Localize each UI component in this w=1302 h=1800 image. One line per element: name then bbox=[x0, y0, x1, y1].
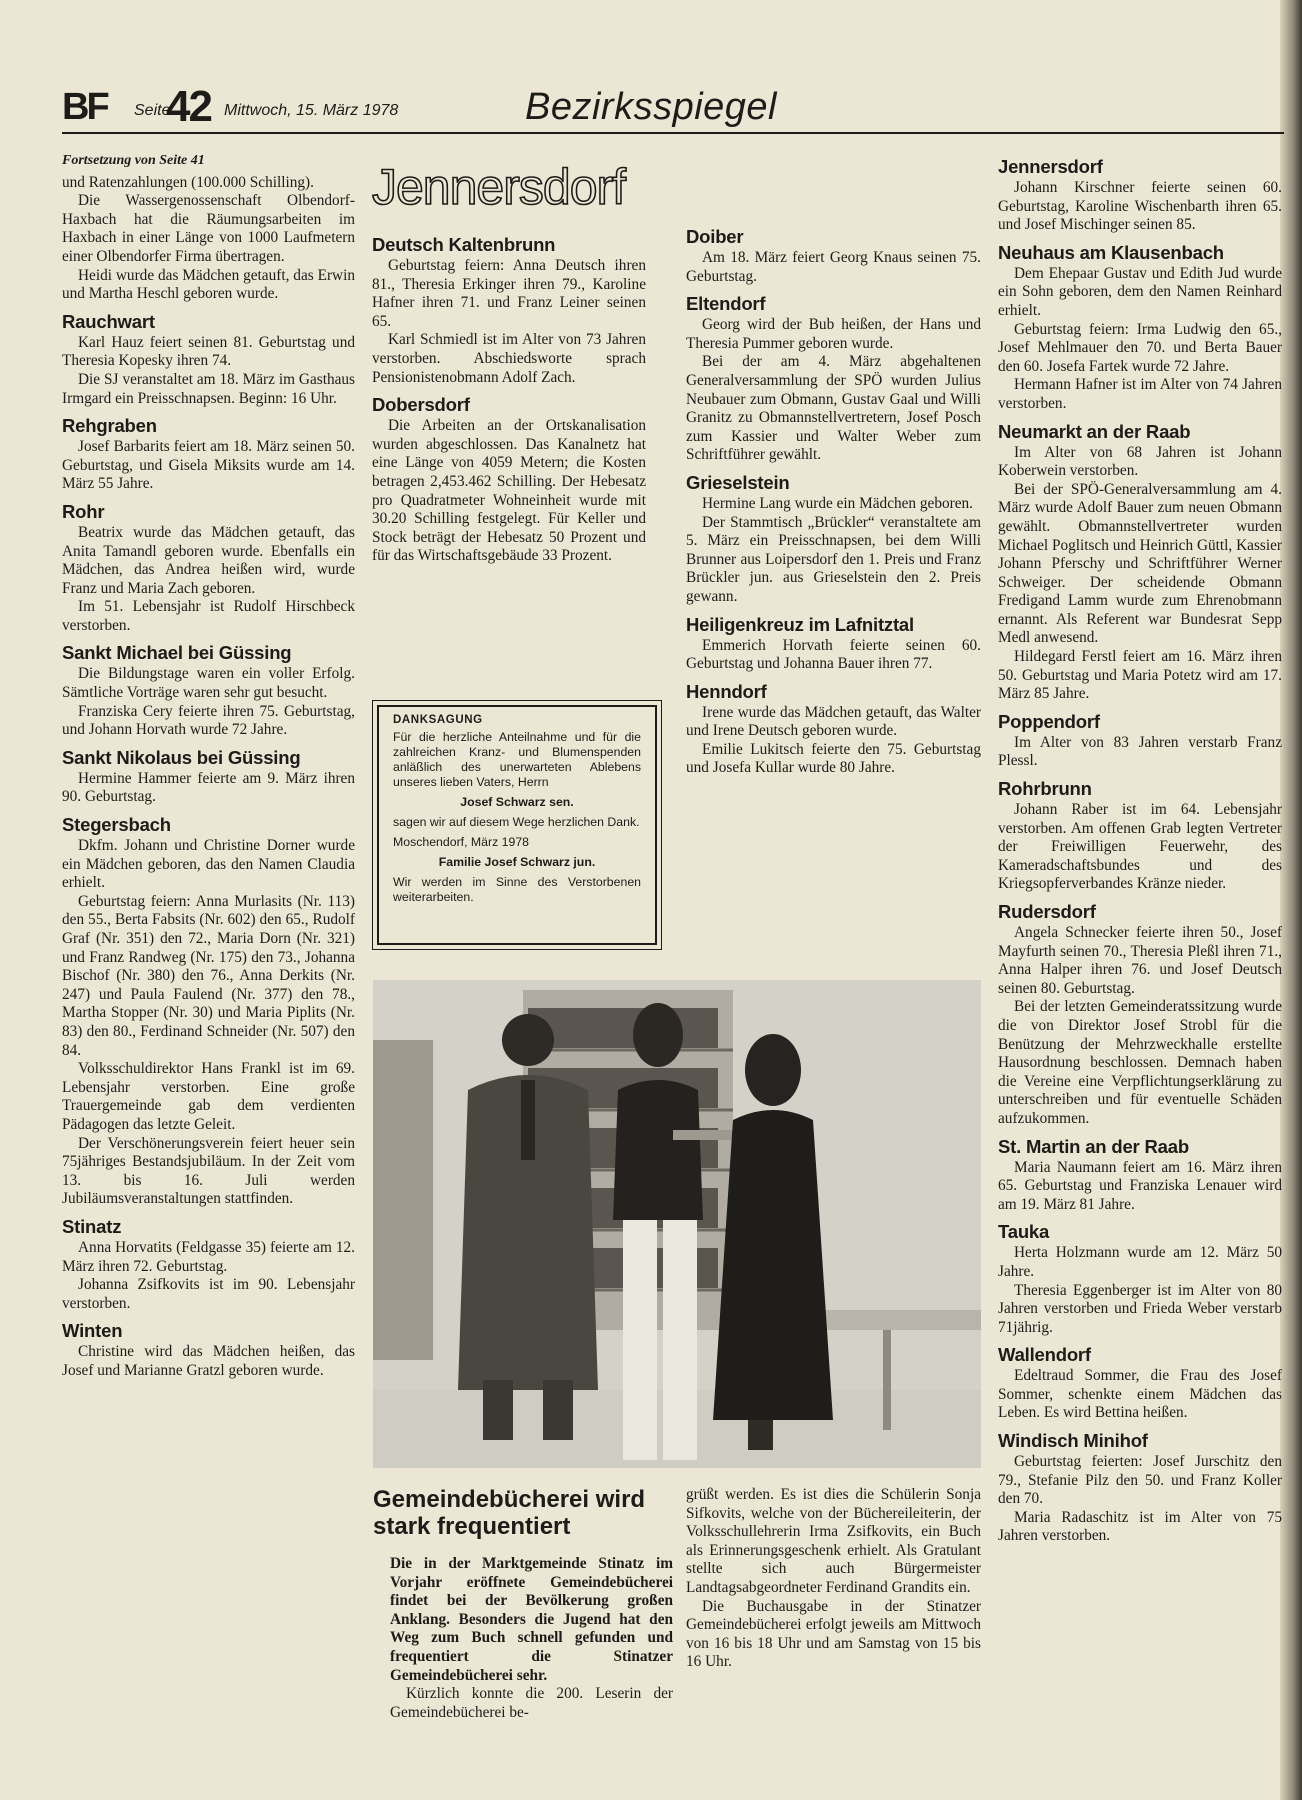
paragraph: Emilie Lukitsch feierte den 75. Geburtstag und Josefa Kullar wurde 80 Jahre. bbox=[686, 740, 981, 777]
heading-neumarkt: Neumarkt an der Raab bbox=[998, 420, 1191, 442]
paragraph: Karl Hauz feiert seinen 81. Geburtstag und Theresia Kopesky ihren 74. bbox=[62, 333, 355, 370]
paragraph: Maria Naumann feiert am 16. März ihren 65. Geburtstag und Franziska Lenauer wird am 19. März 81 Jahre. bbox=[998, 1158, 1282, 1213]
scan-edge bbox=[1280, 0, 1302, 1800]
heading-winten: Winten bbox=[62, 1320, 123, 1342]
heading-stinatz: Stinatz bbox=[62, 1215, 122, 1237]
heading-dobersdorf: Dobersdorf bbox=[372, 394, 470, 416]
paragraph: Hermine Lang wurde ein Mädchen geboren. bbox=[702, 494, 973, 512]
column-1 bbox=[62, 152, 355, 1380]
danksagung-text: Für die herzliche Anteilnahme und für die zahlreichen Kranz- und Blumenspenden anläßlich des unerwarteten Ablebens unseres lieben Vaters, Herrn bbox=[393, 730, 641, 789]
issue-date: Mittwoch, 15. März 1978 bbox=[224, 102, 399, 119]
paragraph: Dkfm. Johann und Christine Dorner wurde ein Mädchen geboren, das den Namen Claudia erhielt. bbox=[62, 837, 355, 892]
jennersdorf-district-title: Jennersdorf bbox=[372, 159, 626, 215]
paragraph: Im Alter von 83 Jahren verstarb Franz Plessl. bbox=[998, 733, 1282, 770]
paragraph: Die Buchausgabe in der Stinatzer Gemeindebücherei erfolgt jeweils am Mittwoch von 16 bis 18 Uhr und am Samstag von 15 bis 16 Uhr. bbox=[686, 1597, 981, 1671]
heading-rohr: Rohr bbox=[62, 500, 105, 522]
heading-jennersdorf: Jennersdorf bbox=[998, 156, 1103, 177]
danksagung-box bbox=[372, 700, 662, 950]
heading-doiber: Doiber bbox=[686, 226, 744, 247]
paragraph: Hermann Hafner ist im Alter von 74 Jahren verstorben. bbox=[998, 376, 1282, 412]
paragraph: Edeltraud Sommer, die Frau des Josef Sommer, schenkte einem Mädchen das Leben. Es wird Bettina heißen. bbox=[998, 1367, 1282, 1422]
paragraph: Geburtstag feiern: Anna Deutsch ihren 81., Theresia Erkinger ihren 79., Karoline Hafner ihren 71. und Franz Leiner seinen 65. bbox=[372, 257, 646, 330]
paragraph: Volksschuldirektor Hans Frankl ist im 69. Lebensjahr verstorben. Eine große Trauergemeinde gab dem verdienten Pädagogen das letzte Geleit. bbox=[62, 1060, 355, 1133]
paragraph: Johann Kirschner feierte seinen 60. Geburtstag, Karoline Wischenbarth ihren 65. und Josef Mischinger seinen 85. bbox=[998, 179, 1282, 234]
danksagung-title: DANKSAGUNG bbox=[393, 714, 483, 726]
paragraph: Angela Schnecker feierte ihren 50., Josef Mayfurth seinen 70., Theresia Pleßl ihren 71., Anna Halper ihren 76. und Josef Deutsch seinen 80. Geburtstag. bbox=[998, 924, 1282, 997]
paragraph: grüßt werden. Es ist dies die Schülerin Sonja Sifkovits, welche von der Büchereileiterin, der Volksschullehrerin Irma Zsifkovits, ein Buch als Erinnerungsgeschenk erhielt. Als Gratulant stellte sich auch Bürgermeister Landtagsabgeordneter Ferdinand Grandits ein. bbox=[686, 1486, 981, 1596]
paragraph: Irene wurde das Mädchen getauft, das Walter und Irene Deutsch geboren wurde. bbox=[686, 703, 981, 740]
section-title: Bezirksspiegel bbox=[525, 86, 777, 128]
danksagung-text: sagen wir auf diesem Wege herzlichen Dank. bbox=[393, 815, 640, 829]
paragraph: Im 51. Lebensjahr ist Rudolf Hirschbeck verstorben. bbox=[62, 598, 355, 634]
paragraph: Heidi wurde das Mädchen getauft, das Erwin und Martha Heschl geboren wurde. bbox=[62, 266, 355, 303]
paragraph: Josef Barbarits feiert am 18. März seinen 50. Geburtstag, und Gisela Miksits wurde am 14. März 55 Jahre. bbox=[62, 438, 355, 493]
paragraph: Johanna Zsifkovits ist im 90. Lebensjahr verstorben. bbox=[62, 1276, 355, 1312]
page-header bbox=[62, 82, 1284, 132]
paragraph: Johann Raber ist im 64. Lebensjahr verstorben. Am offenen Grab legten Vertreter der Freiwilligen Feuerwehr, des Kameradschaftsbundes und des Kriegsopferverbandes Kränze nieder. bbox=[998, 801, 1282, 893]
paragraph: Maria Radaschitz ist im Alter von 75 Jahren verstorben. bbox=[998, 1508, 1282, 1545]
danksagung-name: Josef Schwarz sen. bbox=[460, 795, 574, 809]
header-rule bbox=[62, 132, 1284, 134]
heading-wallendorf: Wallendorf bbox=[998, 1344, 1091, 1366]
article-lead: Die in der Marktgemeinde Stinatz im Vorjahr eröffnete Gemeindebücherei findet bei der Bevölkerung großen Anklang. Besonders die Jugend hat den Weg zum Buch schnell gefunden und frequentiert die Stinatzer Gemeindebücherei sehr. bbox=[390, 1555, 673, 1684]
paragraph: Bei der letzten Gemeinderatssitzung wurde die von Direktor Josef Strobl für die Benützung der Mehrzweckhalle erstellte Hausordnung beschlossen. Demnach haben die Vereine eine Verpflichtungserklärung zu unterschreiben und für eventuelle Schäden aufzukommen. bbox=[998, 998, 1282, 1127]
page-number: 42 bbox=[166, 82, 211, 131]
heading-rohrbrunn: Rohrbrunn bbox=[998, 778, 1092, 800]
paragraph: Die Bildungstage waren ein voller Erfolg. Sämtliche Vorträge waren sehr gut besucht. bbox=[62, 665, 355, 702]
paragraph: Bei der am 4. März abgehaltenen Generalversammlung der SPÖ wurden Julius Neubauer zum Obmann, Gustav Gaal und Willi Granitz zu Obmannstellvertretern, Josef Posch zum Kassier und Walter Weber zum Schriftführer gewählt. bbox=[686, 353, 981, 464]
seite-label: Seite bbox=[134, 102, 171, 119]
heading-deutsch-kaltenbrunn: Deutsch Kaltenbrunn bbox=[372, 234, 556, 255]
paragraph: Herta Holzmann wurde am 12. März 50 Jahre. bbox=[998, 1244, 1282, 1280]
heading-heiligenkreuz: Heiligenkreuz im Lafnitztal bbox=[686, 613, 914, 635]
paragraph: Christine wird das Mädchen heißen, das Josef und Marianne Gratzl geboren wurde. bbox=[62, 1343, 355, 1379]
heading-windisch-minihof: Windisch Minihof bbox=[998, 1430, 1148, 1452]
article-headline: Gemeindebücherei wird stark frequentiert bbox=[373, 1486, 646, 1540]
paragraph: Am 18. März feiert Georg Knaus seinen 75. Geburtstag. bbox=[686, 249, 981, 285]
heading-st-martin: St. Martin an der Raab bbox=[998, 1135, 1189, 1157]
paragraph: und Ratenzahlungen (100.000 Schilling). bbox=[62, 173, 314, 191]
paragraph: Im Alter von 68 Jahren ist Johann Koberwein verstorben. bbox=[998, 443, 1282, 480]
article-body-right bbox=[686, 1486, 981, 1672]
paragraph: Karl Schmiedl ist im Alter von 73 Jahren verstorben. Abschiedsworte sprach Pensionistenobmann Adolf Zach. bbox=[372, 331, 646, 386]
heading-stegersbach: Stegersbach bbox=[62, 814, 171, 836]
heading-henndorf: Henndorf bbox=[686, 680, 767, 702]
paragraph: Georg wird der Bub heißen, der Hans und Theresia Pummer geboren wurde. bbox=[686, 316, 981, 352]
paragraph: Hildegard Ferstl feiert am 16. März ihren 50. Geburtstag und Maria Potetz wird am 17. März 85 Jahre. bbox=[998, 648, 1282, 703]
paragraph: Theresia Eggenberger ist im Alter von 80 Jahren verstorben und Frieda Weber verstarb 71jährig. bbox=[998, 1281, 1282, 1336]
heading-eltendorf: Eltendorf bbox=[686, 293, 766, 315]
paragraph: Die SJ veranstaltet am 18. März im Gasthaus Irmgard ein Preisschnapsen. Beginn: 16 Uhr. bbox=[62, 370, 355, 407]
paragraph: Bei der SPÖ-Generalversammlung am 4. März wurde Adolf Bauer zum neuen Obmann gewählt. Obmannstellvertreter wurden Michael Poglitsch und Heinrich Güttl, Kassier Johann Pferschy und Schriftführer Werner Schweiger. Der scheidende Obmann Fredigand Lamm wurde zum Ehrenobmann ernannt. Als Referent war Bundesrat Sepp Medl anwesend. bbox=[998, 480, 1282, 647]
continuation-note: Fortsetzung von Seite 41 bbox=[62, 153, 205, 168]
library-photo bbox=[373, 980, 981, 1468]
heading-sankt-nikolaus: Sankt Nikolaus bei Güssing bbox=[62, 746, 301, 768]
paragraph: Der Stammtisch „Brückler“ veranstaltete am 5. März ein Preisschnapsen, bei dem Willi Brunner aus Loipersdorf den 1. Preis und Franz Brückler jun. aus Grieselstein den 2. Preis gewann. bbox=[686, 513, 981, 605]
newspaper-logo: BF bbox=[62, 86, 107, 128]
column-2 bbox=[372, 234, 646, 566]
paragraph: Beatrix wurde das Mädchen getauft, das Anita Tamandl geboren wurde. Ebenfalls ein Mädchen, das Andrea heißen wird, wurde Franz und Maria Zach geboren. bbox=[62, 523, 355, 597]
paragraph: Franziska Cery feierte ihren 75. Geburtstag, und Johann Horvath wurde 72 Jahre. bbox=[62, 702, 355, 739]
danksagung-place: Moschendorf, März 1978 bbox=[393, 835, 530, 849]
heading-sankt-michael: Sankt Michael bei Güssing bbox=[62, 642, 292, 664]
article-body-left bbox=[390, 1555, 673, 1722]
paragraph: Kürzlich konnte die 200. Leserin der Gemeindebücherei be- bbox=[390, 1685, 673, 1721]
paragraph: Geburtstag feiern: Irma Ludwig den 65., Josef Mehlmauer den 70. und Berta Bauer den 60. Josefa Fartek wurde 72 Jahre. bbox=[998, 320, 1282, 375]
paragraph: Geburtstag feierten: Josef Jurschitz den 79., Stefanie Pilz den 50. und Franz Koller den 70. bbox=[998, 1453, 1282, 1508]
danksagung-text: Wir werden im Sinne des Verstorbenen weiterarbeiten. bbox=[393, 875, 641, 904]
heading-tauka: Tauka bbox=[998, 1221, 1050, 1243]
photo-illustration bbox=[373, 980, 981, 1468]
heading-rauchwart: Rauchwart bbox=[62, 310, 155, 332]
paragraph: Die Arbeiten an der Ortskanalisation wurden abgeschlossen. Das Kanalnetz hat eine Länge von 4059 Metern; die Kosten betragen 2,453.462 Schilling. Der Hebesatz pro Quadratmeter Wohneinheit wurde mit 30.20 Schilling festgelegt. Für Keller und Stock beträgt der Hebesatz 50 Prozent und für das Wirtschaftsgebäude 33 Prozent. bbox=[372, 417, 646, 565]
paragraph: Der Verschönerungsverein feiert heuer sein 75jähriges Bestandsjubiläum. In der Zeit vom 13. bis 16. Juli werden Jubiläumsveranstaltungen stattfinden. bbox=[62, 1134, 355, 1208]
heading-grieselstein: Grieselstein bbox=[686, 471, 790, 493]
heading-rehgraben: Rehgraben bbox=[62, 415, 157, 437]
paragraph: Emmerich Horvath feierte seinen 60. Geburtstag und Johanna Bauer ihren 77. bbox=[686, 636, 981, 673]
column-3 bbox=[686, 226, 981, 778]
paragraph: Anna Horvatits (Feldgasse 35) feierte am 12. März ihren 72. Geburtstag. bbox=[62, 1238, 355, 1275]
column-4 bbox=[998, 156, 1282, 1546]
danksagung-family: Familie Josef Schwarz jun. bbox=[438, 855, 596, 869]
paragraph: Dem Ehepaar Gustav und Edith Jud wurde ein Sohn geboren, dem den Namen Reinhard erhielt. bbox=[998, 264, 1282, 319]
paragraph: Geburtstag feiern: Anna Murlasits (Nr. 113) den 55., Berta Fabsits (Nr. 602) den 65., Rudolf Graf (Nr. 351) den 72., Maria Dorn (Nr. 321) und Franz Randweg (Nr. 175) den 73., Johanna Bischof (Nr. 380) den 76., Anna Derkits (Nr. 247) und Paula Faulend (Nr. 377) den 78., Martha Stopper (Nr. 30) und Maria Piplits (Nr. 83) den 80., Ferdinand Schneider (Nr. 507) den 84. bbox=[62, 892, 355, 1059]
heading-neuhaus: Neuhaus am Klausenbach bbox=[998, 241, 1224, 263]
paragraph: Hermine Hammer feierte am 9. März ihren 90. Geburtstag. bbox=[62, 769, 355, 806]
paragraph: Die Wassergenossenschaft Olbendorf-Haxbach hat die Räumungsarbeiten im Haxbach in einer Länge von 1000 Laufmetern einer Olbendorfer Firma übertragen. bbox=[62, 192, 355, 265]
heading-poppendorf: Poppendorf bbox=[998, 710, 1100, 732]
heading-rudersdorf: Rudersdorf bbox=[998, 901, 1096, 922]
